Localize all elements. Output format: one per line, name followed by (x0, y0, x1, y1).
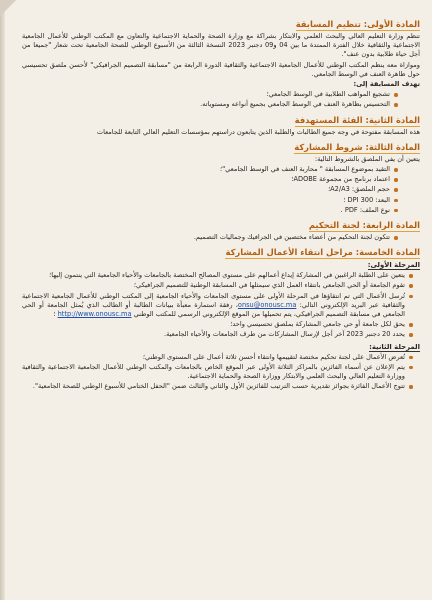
list-item-send-works: تُرسل الأعمال التي تم انتقاؤها في المرحلة الأولى على مستوى الجامعات والأحياء الجامعية إلى المكتب الوطني للأعمال الجامعية الاجتماعية والثقافية عبر البريد الإلكتروني التالي: onsu@onousc.ma، رفقة استمارة معبأة ببيانات الطالبة أو الطالب الذي يُمثل الجامعة أو الحي الجامعي في مسابقة التصميم الجرافيكي، يتم تحميلها من الموقع الإلكتروني الرسمي للمكتب الوطني http://www.onousc.ma ؛ (22, 292, 413, 320)
list-item: تقوم الجامعة أو الحي الجامعي بانتقاء العمل الذي سيمثلها في المسابقة الوطنية للتصميم الجرافيكي؛ (22, 281, 413, 290)
list-item: يحدد 20 دجنبر 2023 آخر أجل لإرسال المشاركات من طرف الجامعات والأحياء الجامعية. (22, 330, 413, 339)
phase-2-heading (22, 342, 420, 352)
contact-email-link[interactable]: onsu@onousc.ma (237, 300, 297, 309)
list-item: حجم الملصق: A2/A3؛ (22, 185, 398, 194)
website-link[interactable]: http://www.onousc.ma (57, 310, 132, 319)
article-1-goals-list (22, 90, 420, 109)
article-2-title: المادة الثانية: الفئة المستهدفة (294, 114, 420, 125)
send-works-text: تُرسل الأعمال التي تم انتقاؤها في المرحلة الأولى على مستوى الجامعات والأحياء الجامعية إلى المكتب الوطني للأعمال الجامعية الاجتماعية والثقافية عبر البريد الإلكتروني التالي: (22, 291, 405, 309)
phase-2-title: المرحلة الثانية: (369, 342, 420, 351)
article-3-conditions-list (22, 165, 420, 215)
list-item: تشجيع المواهب الطلابية في الوسط الجامعي؛ (22, 90, 398, 99)
page-corner-fold (0, 0, 16, 16)
article-4-heading (22, 220, 420, 231)
send-works-continuation: ، رفقة استمارة معبأة ببيانات الطالبة أو الطالب الذي يُمثل الجامعة أو الحي الجامعي في مسابقة التصميم الجرافيكي، يتم تحميلها من الموقع الإلكتروني الرسمي للمكتب الوطني (22, 300, 405, 319)
list-item: يتم الإعلان عن أسماء الفائزين بالمراكز الثلاثة الأولى عبر الموقع الخاص بالجامعات والمكتب الوطني للأعمال الجامعية الاجتماعية والثقافية ووزارة التعليم العالي والبحث العلمي والابتكار ووزارة الصحة والحماية الاجتماعية. (22, 363, 413, 381)
list-item: تتوج الأعمال الفائزة بجوائز تقديرية حسب الترتيب للفائزين الأول والثاني والثالث ضمن "الحفل الختامي للأسبوع الوطني للصحة الجامعية". (22, 382, 413, 391)
article-1-paragraph-2: وموازاة معه ينظم المكتب الوطني للأعمال الجامعية الاجتماعية والثقافية الدورة الرابعة من "مسابقة التصميم الجرافيكي" لأحسن ملصق تحسيسي حول ظاهرة العنف في الوسط الجامعي. (22, 60, 420, 78)
article-3-intro: يتعين أن يفي الملصق بالشروط التالية: (314, 154, 420, 163)
list-item: البعد: 300 DPI ؛ (22, 196, 398, 205)
article-4-title: المادة الرابعة: لجنة التحكيم (308, 220, 420, 231)
list-item: يتعين على الطلبة الراغبين في المشاركة إيداع أعمالهم على مستوى المصالح المختصة بالجامعات والأحياء الجامعية التي ينتمون إليها؛ (22, 271, 413, 280)
article-3-title: المادة الثالثة: شروط المشاركة (294, 141, 420, 152)
phase-1-title: المرحلة الأولى: (367, 261, 420, 270)
article-2-heading (22, 115, 420, 126)
phase-2-list (22, 353, 420, 392)
list-item: التحسيس بظاهرة العنف في الوسط الجامعي بجميع أنواعه ومستوياته. (22, 100, 398, 109)
list-item: تتكون لجنة التحكيم من أعضاء مختصين في الجرافيك وجماليات التصميم. (22, 233, 398, 242)
article-1-heading (22, 19, 420, 30)
page-binding-edge (0, 0, 5, 600)
list-item: يحق لكل جامعة أو حي جامعي المشاركة بملصق تحسيسي واحد؛ (22, 320, 413, 329)
phase-1-list (22, 271, 420, 339)
article-1-paragraph-1: تنظم وزارة التعليم العالي والبحث العلمي والابتكار بشراكة مع وزارة الصحة والحماية الاجتماعية والتعاون مع المكتب الوطني للأعمال الجامعية الاجتماعية والثقافية خلال الفترة الممتدة ما بين 04 و09 دجنبر 2023 النسخة الثالثة من الأسبوع الوطني للصحة الجامعية تحت شعار "جميعا من أجل حياة طلابية بدون عنف". (22, 32, 420, 59)
article-5-heading (22, 247, 420, 258)
phase-1-heading (22, 260, 420, 270)
article-3-heading (22, 142, 420, 153)
list-item: تُعرض الأعمال على لجنة تحكيم مختصة لتقييمها وانتقاء أحسن ثلاثة أعمال على المستوى الوطني؛ (22, 353, 413, 362)
article-2-paragraph: هذه المسابقة مفتوحة في وجه جميع الطالبات والطلبة الذين يتابعون دراستهم بمؤسسات التعليم العالي التابعة للجامعات (96, 127, 420, 136)
article-4-list (22, 233, 420, 242)
list-item: اعتماد برنامج من مجموعة ADOBE؛ (22, 175, 398, 184)
article-1-goals-intro: تهدف المسابقة إلى: (353, 80, 420, 89)
list-item: نوع الملف: PDF . (22, 206, 398, 215)
article-1-title: المادة الأولى: تنظيم المسابقة (295, 19, 420, 29)
article-5-title: المادة الخامسة: مراحل انتقاء الأعمال المشاركة (225, 247, 420, 258)
list-item: التقيد بموضوع المسابقة " محاربة العنف في الوسط الجامعي"؛ (22, 165, 398, 174)
